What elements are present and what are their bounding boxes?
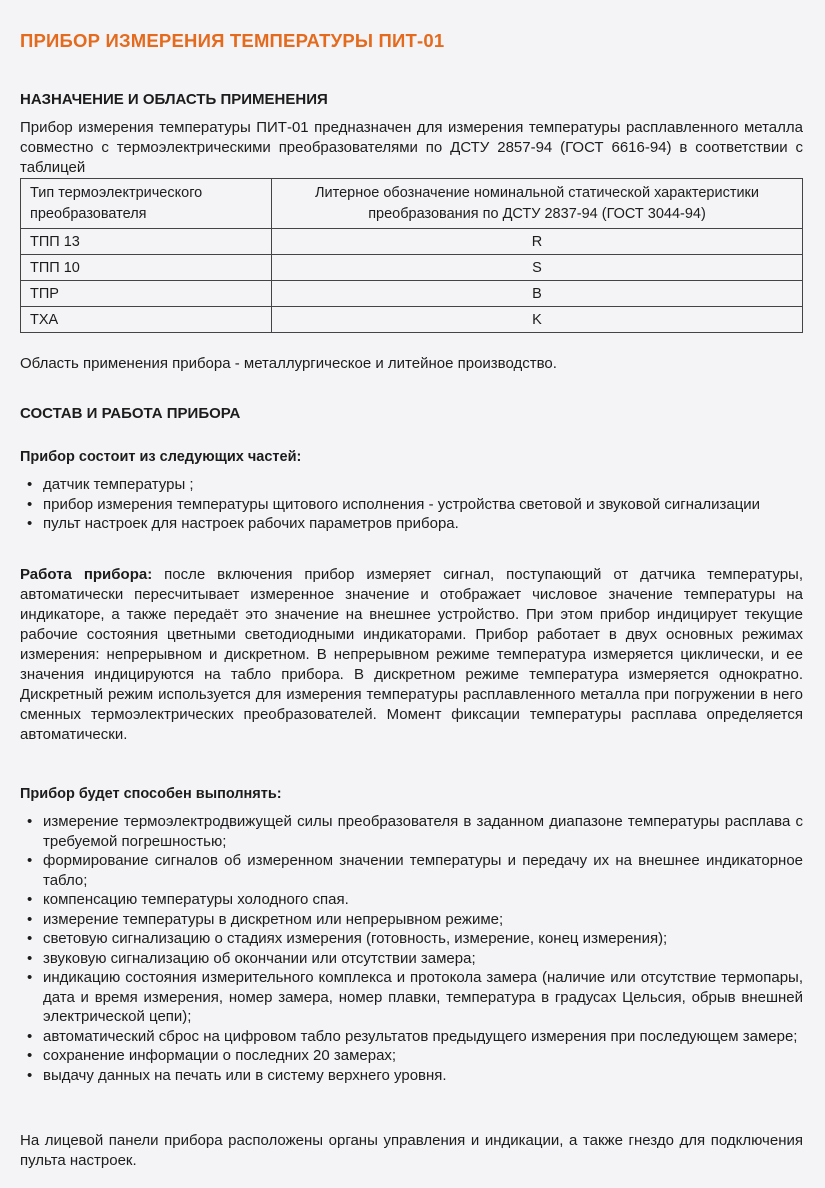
list-item: • световую сигнализацию о стадиях измерения (готовность, измерение, конец измерения); [27, 930, 668, 947]
list-item: • индикацию состояния измерительного комплекса и протокола замера (наличие или отсутствие термопары, дата и время измерения, номер замера, номер плавки, температура в градусах Цельсия, обрыв внешней электрической цепи); [27, 969, 803, 1025]
capabilities-heading: Прибор будет способен выполнять: [20, 786, 282, 802]
work-label: Работа прибора: [20, 566, 153, 583]
list-item: • выдачу данных на печать или в систему верхнего уровня. [27, 1066, 447, 1084]
table-cell-type: ТХА [21, 307, 272, 333]
table-cell-code: K [272, 307, 803, 333]
table-row [21, 229, 803, 255]
table-header-type: Тип термоэлектрического преобразователя [21, 179, 272, 229]
table-cell-type: ТПП 13 [21, 229, 272, 255]
bullet-icon: • [27, 476, 33, 493]
list-item: • звуковую сигнализацию об окончании или отсутствии замера; [27, 949, 476, 967]
bullet-icon: • [27, 969, 33, 986]
list-item: • пульт настроек для настроек рабочих параметров прибора. [27, 515, 459, 532]
parts-heading: Прибор состоит из следующих частей: [20, 449, 302, 465]
table-cell-code: R [272, 229, 803, 255]
table-cell-type: ТПР [21, 281, 272, 307]
work-text: после включения прибор измеряет сигнал, поступающий от датчика температуры, автоматически пересчитывает измеренное значение и отображает числовое значение температуры на индикаторе, а также передаёт это значение на внешнее устройство. При этом прибор индицирует текущие рабочие состояния цветными светодиодными индикаторами. Прибор работает в двух основных режимах измерения: непрерывном и дискретном. В непрерывном режиме температура измеряется циклически, и ее значения индицируются на табло прибора. В дискретном режиме температура измеряется однократно. Дискретный режим используется для измерения температуры расплавленного металла при погружении в него сменных термоэлектрических преобразователей. Момент фиксации температуры расплава определяется автоматически. [20, 566, 804, 743]
parts-list [20, 475, 803, 534]
table-header-row [21, 179, 803, 229]
section-heading-purpose: НАЗНАЧЕНИЕ И ОБЛАСТЬ ПРИМЕНЕНИЯ [20, 91, 328, 108]
thermocouple-table [20, 178, 803, 333]
list-item: • компенсацию температуры холодного спая. [27, 891, 349, 908]
list-item: • сохранение информации о последних 20 замерах; [27, 1047, 397, 1064]
section-heading-composition: СОСТАВ И РАБОТА ПРИБОРА [20, 405, 241, 422]
list-item: • измерение термоэлектродвижущей силы преобразователя в заданном диапазоне температуры расплава с требуемой погрешностью; [27, 813, 803, 850]
list-item: • формирование сигналов об измеренном значении температуры и передачу их на внешнее индикаторное табло; [27, 852, 803, 889]
intro-paragraph: Прибор измерения температуры ПИТ-01 предназначен для измерения температуры расплавленного металла совместно с термоэлектрическими преобразователями по ДСТУ 2857-94 (ГОСТ 6616-94) в соответствии с таблицей [20, 119, 803, 176]
table-row [21, 281, 803, 307]
page-title: ПРИБОР ИЗМЕРЕНИЯ ТЕМПЕРАТУРЫ ПИТ-01 [20, 30, 445, 51]
bullet-icon: • [27, 891, 33, 908]
list-item: • прибор измерения температуры щитового исполнения - устройства световой и звуковой сигнализации [27, 495, 761, 513]
bullet-icon: • [27, 1027, 33, 1045]
bullet-icon: • [27, 910, 33, 928]
list-item: • датчик температуры ; [27, 476, 194, 493]
table-row [21, 255, 803, 281]
table-cell-code: B [272, 281, 803, 307]
application-area-text: Область применения прибора - металлургическое и литейное производство. [20, 355, 557, 372]
list-item: • автоматический сброс на цифровом табло результатов предыдущего измерения при последующем замере; [27, 1027, 798, 1045]
bullet-icon: • [27, 852, 33, 869]
bullet-icon: • [27, 515, 33, 532]
bullet-icon: • [27, 813, 33, 830]
list-item: • измерение температуры в дискретном или непрерывном режиме; [27, 910, 504, 928]
closing-paragraph: На лицевой панели прибора расположены органы управления и индикации, а также гнездо для подключения пульта настроек. [20, 1132, 803, 1169]
capabilities-list [20, 812, 803, 1085]
bullet-icon: • [27, 930, 33, 947]
table-cell-code: S [272, 255, 803, 281]
table-row [21, 307, 803, 333]
table-cell-type: ТПП 10 [21, 255, 272, 281]
table-header-code: Литерное обозначение номинальной статической характеристики преобразования по ДСТУ 2837-94 (ГОСТ 3044-94) [272, 179, 803, 229]
work-description [20, 565, 803, 745]
bullet-icon: • [27, 1066, 33, 1084]
bullet-icon: • [27, 495, 33, 513]
bullet-icon: • [27, 949, 33, 967]
bullet-icon: • [27, 1047, 33, 1064]
